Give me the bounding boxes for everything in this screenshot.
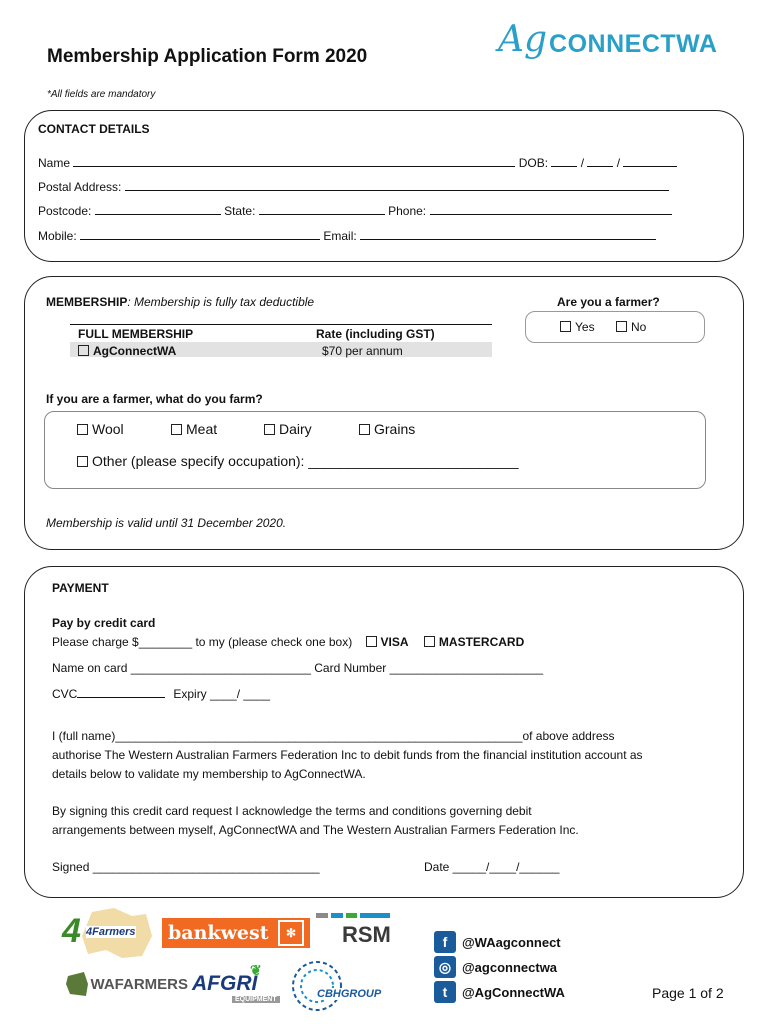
farm-option-other[interactable] <box>77 453 519 469</box>
mastercard-option[interactable] <box>424 635 524 649</box>
expiry-field[interactable]: Expiry ____/ ____ <box>173 687 271 701</box>
twitter-link[interactable] <box>434 981 565 1003</box>
name-field[interactable] <box>73 155 515 167</box>
postcode-label: Postcode: <box>38 204 92 218</box>
mobile-label: Mobile: <box>38 229 77 243</box>
no-label: No <box>631 320 647 334</box>
other-label: Other (please specify occupation): ___________________________ <box>92 453 519 469</box>
authorise-line-1[interactable]: I (full name)_____________________________________________________________of above address <box>52 729 615 743</box>
mobile-row <box>38 228 656 243</box>
dob-day-field[interactable] <box>551 155 577 167</box>
logo-ag: Ag <box>498 19 548 60</box>
afgri-equipment: EQUIPMENT <box>232 996 280 1003</box>
state-field[interactable] <box>259 203 385 215</box>
farmer-question: Are you a farmer? <box>557 295 660 309</box>
farmer-answer-box <box>525 311 705 343</box>
page-title: Membership Application Form 2020 <box>47 46 368 67</box>
agconnectwa-option[interactable] <box>78 344 176 358</box>
postcode-row <box>38 203 672 218</box>
instagram-handle: @agconnectwa <box>462 959 558 975</box>
wafarmers-text: WAFARMERS <box>90 975 188 993</box>
email-label: Email: <box>323 229 357 243</box>
no-checkbox[interactable] <box>616 321 627 332</box>
afgri-logo <box>192 962 282 1006</box>
agconnectwa-checkbox[interactable] <box>78 345 89 356</box>
logo-connect: CONNECTWA <box>549 30 718 58</box>
email-field[interactable] <box>360 228 656 240</box>
grains-checkbox[interactable] <box>359 424 370 435</box>
afgri-leaf-icon: ❦ <box>250 962 262 978</box>
yes-checkbox[interactable] <box>560 321 571 332</box>
instagram-icon: ◎ <box>434 956 456 978</box>
farm-option-meat[interactable] <box>171 421 217 437</box>
authorise-line-3: details below to validate my membership to AgConnectWA. <box>52 767 366 781</box>
visa-option[interactable] <box>366 635 409 649</box>
card-details-row[interactable]: Name on card ___________________________ Card Number _______________________ <box>52 661 544 675</box>
cbh-globe-icon <box>289 958 345 1014</box>
facebook-link[interactable] <box>434 931 561 953</box>
name-row <box>38 155 677 170</box>
twitter-icon: t <box>434 981 456 1003</box>
membership-table-top-line <box>70 324 492 325</box>
dob-label: DOB: <box>518 156 549 170</box>
charge-text: Please charge $________ to my (please check one box) <box>52 635 353 649</box>
wool-checkbox[interactable] <box>77 424 88 435</box>
farmer-yes-option[interactable] <box>560 320 595 334</box>
phone-field[interactable] <box>430 203 672 215</box>
visa-checkbox[interactable] <box>366 636 377 647</box>
postal-row <box>38 179 669 194</box>
full-membership-label: FULL MEMBERSHIP <box>78 327 194 341</box>
membership-validity: Membership is valid until 31 December 2020. <box>46 516 287 530</box>
grains-label: Grains <box>374 421 416 437</box>
cbh-logo <box>289 958 385 1014</box>
facebook-icon: f <box>434 931 456 953</box>
dob-year-field[interactable] <box>623 155 677 167</box>
charge-row <box>52 635 524 649</box>
bankwest-text: bankwest <box>168 922 269 944</box>
visa-label: VISA <box>380 635 409 649</box>
afgri-text: AFGRI <box>192 972 258 995</box>
cbh-text: CBHGROUP <box>317 988 382 1000</box>
state-label: State: <box>224 204 256 218</box>
postal-label: Postal Address: <box>38 180 122 194</box>
dob-separator: / <box>580 156 585 170</box>
meat-checkbox[interactable] <box>171 424 182 435</box>
mastercard-checkbox[interactable] <box>424 636 435 647</box>
authorise-line-2: authorise The Western Australian Farmers Federation Inc to debit funds from the financial institution account as <box>52 748 643 762</box>
agconnectwa-option-label: AgConnectWA <box>93 344 177 358</box>
cvc-label: CVC <box>52 687 78 701</box>
rsm-logo <box>316 913 390 949</box>
farm-option-dairy[interactable] <box>264 421 312 437</box>
dairy-label: Dairy <box>279 421 312 437</box>
rate-label: Rate (including GST) <box>316 327 435 341</box>
dob-month-field[interactable] <box>587 155 613 167</box>
facebook-handle: @WAagconnect <box>462 934 561 950</box>
membership-heading: MEMBERSHIP <box>46 295 128 309</box>
4farmers-four: 4 <box>62 912 81 950</box>
option-rate: $70 per annum <box>322 344 403 358</box>
terms-line-2: arrangements between myself, AgConnectWA and The Western Australian Farmers Federation Inc. <box>52 823 579 837</box>
phone-label: Phone: <box>388 204 427 218</box>
membership-heading-row <box>46 295 314 309</box>
membership-note: : Membership is fully tax deductible <box>127 295 315 309</box>
rsm-bars-icon <box>316 913 390 918</box>
other-checkbox[interactable] <box>77 456 88 467</box>
wa-map-icon <box>64 970 88 998</box>
terms-line-1: By signing this credit card request I acknowledge the terms and conditions governing debit <box>52 804 532 818</box>
farmer-no-option[interactable] <box>616 320 646 334</box>
farm-option-grains[interactable] <box>359 421 415 437</box>
mandatory-note: *All fields are mandatory <box>47 89 156 100</box>
postal-address-field[interactable] <box>125 179 669 191</box>
contact-heading: CONTACT DETAILS <box>38 122 150 136</box>
date-field[interactable]: Date _____/____/______ <box>424 860 560 874</box>
mastercard-label: MASTERCARD <box>438 635 525 649</box>
name-label: Name <box>38 156 71 170</box>
signature-field[interactable]: Signed __________________________________ <box>52 860 320 874</box>
agconnectwa-logo <box>498 19 718 60</box>
mobile-field[interactable] <box>80 228 320 240</box>
yes-label: Yes <box>575 320 595 334</box>
4farmers-logo <box>62 906 154 962</box>
wool-label: Wool <box>92 421 124 437</box>
page-number: Page 1 of 2 <box>652 985 724 1001</box>
instagram-link[interactable] <box>434 956 557 978</box>
4farmers-text: 4Farmers <box>86 926 136 938</box>
twitter-handle: @AgConnectWA <box>462 984 565 1000</box>
dairy-checkbox[interactable] <box>264 424 275 435</box>
rsm-text: RSM <box>342 922 391 947</box>
postcode-field[interactable] <box>95 203 221 215</box>
wafarmers-logo <box>64 969 188 999</box>
bankwest-logo <box>162 918 310 948</box>
cvc-field[interactable] <box>77 686 165 698</box>
bankwest-emblem-icon: ✻ <box>278 920 304 946</box>
cvc-row <box>52 686 270 701</box>
farm-question: If you are a farmer, what do you farm? <box>46 392 263 406</box>
farm-option-wool[interactable] <box>77 421 124 437</box>
meat-label: Meat <box>186 421 218 437</box>
payment-heading: PAYMENT <box>52 581 109 595</box>
credit-card-heading: Pay by credit card <box>52 616 156 630</box>
dob-separator: / <box>616 156 621 170</box>
